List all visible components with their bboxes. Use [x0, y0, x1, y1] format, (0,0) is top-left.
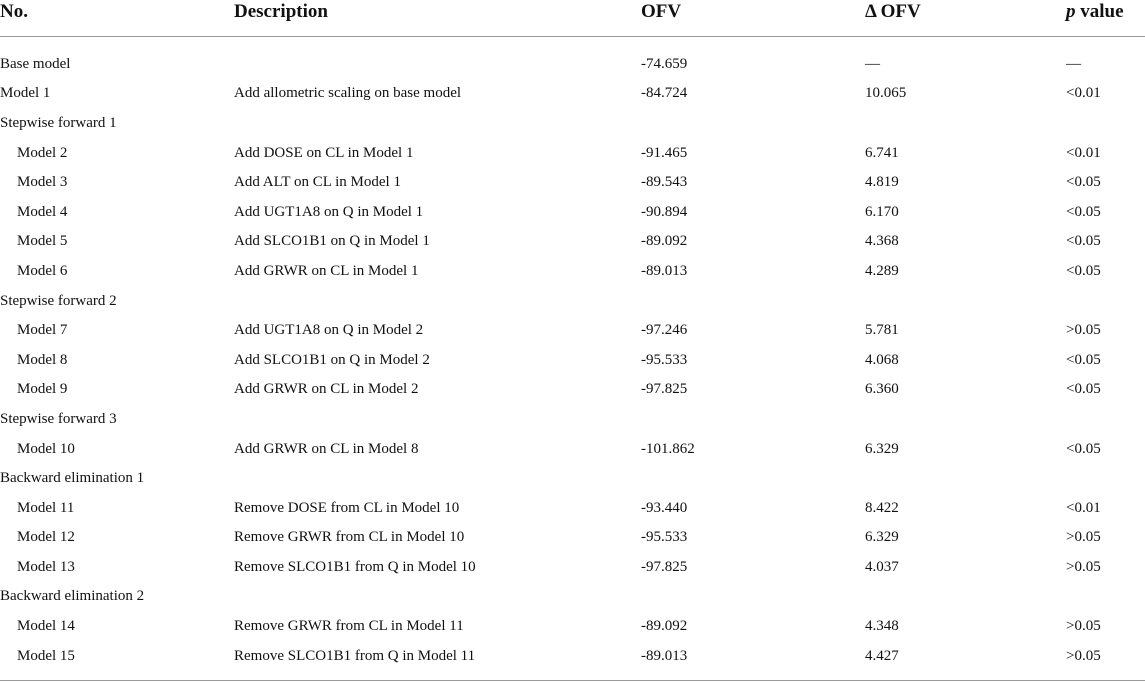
cell-delta-ofv: 6.741	[865, 144, 899, 161]
cell-no: Model 2	[17, 144, 68, 161]
header-ofv: OFV	[641, 1, 682, 22]
cell-description: Add SLCO1B1 on Q in Model 2	[234, 351, 430, 368]
cell-delta-ofv: 4.037	[865, 558, 899, 575]
cell-ofv: -91.465	[641, 144, 688, 161]
cell-ofv: -89.013	[641, 262, 688, 279]
cell-description: Add allometric scaling on base model	[234, 85, 462, 102]
cell-description: Remove DOSE from CL in Model 10	[234, 499, 460, 516]
group-header-row	[0, 582, 1145, 612]
header-p-value	[1066, 0, 1145, 24]
cell-no: Model 6	[17, 262, 68, 279]
cell-p-value: >0.05	[1066, 322, 1101, 339]
table-row	[0, 523, 1145, 553]
group-label: Stepwise forward 1	[0, 114, 117, 131]
cell-no: Model 12	[17, 529, 75, 546]
cell-delta-ofv: 10.065	[865, 85, 907, 102]
table-footer	[0, 670, 1145, 681]
group-label: Backward elimination 1	[0, 470, 145, 487]
header-p-word: value	[1075, 1, 1124, 22]
cell-p-value: <0.01	[1066, 85, 1101, 102]
cell-p-value: >0.05	[1066, 618, 1101, 635]
cell-ofv: -89.092	[641, 233, 688, 250]
table-row	[0, 345, 1145, 375]
cell-delta-ofv: 4.068	[865, 351, 899, 368]
cell-delta-ofv: 8.422	[865, 499, 899, 516]
table-row	[0, 493, 1145, 523]
cell-no: Model 8	[17, 351, 68, 368]
header-description: Description	[234, 1, 328, 22]
header-rule	[0, 24, 1145, 37]
cell-no: Model 14	[17, 618, 75, 635]
cell-delta-ofv: 4.348	[865, 618, 899, 635]
cell-description: Add ALT on CL in Model 1	[234, 174, 401, 191]
cell-description: Add UGT1A8 on Q in Model 1	[234, 203, 424, 220]
cell-delta-ofv: 4.368	[865, 233, 899, 250]
table-row	[0, 197, 1145, 227]
cell-delta-ofv: 4.289	[865, 262, 899, 279]
cell-no: Model 4	[17, 203, 68, 220]
cell-p-value: <0.05	[1066, 203, 1101, 220]
cell-p-value: <0.05	[1066, 351, 1101, 368]
cell-description	[234, 49, 641, 79]
cell-delta-ofv: 6.360	[865, 381, 899, 398]
cell-delta-ofv: 5.781	[865, 322, 899, 339]
cell-delta-ofv: 6.329	[865, 529, 899, 546]
cell-no: Model 13	[17, 558, 75, 575]
table-body	[0, 49, 1145, 670]
header-p-symbol: p	[1066, 1, 1076, 22]
table-row	[0, 434, 1145, 464]
group-header-row	[0, 463, 1145, 493]
table-row	[0, 611, 1145, 641]
cell-ofv: -89.013	[641, 647, 688, 664]
cell-ofv: -89.092	[641, 618, 688, 635]
cell-p-value: <0.01	[1066, 144, 1101, 161]
cell-p-value: —	[1066, 55, 1081, 72]
cell-ofv: -89.543	[641, 174, 688, 191]
header-row	[0, 0, 1145, 24]
cell-description: Remove GRWR from CL in Model 11	[234, 618, 464, 635]
cell-no: Model 15	[17, 647, 75, 664]
cell-description: Add DOSE on CL in Model 1	[234, 144, 414, 161]
cell-ofv: -97.825	[641, 558, 688, 575]
group-label: Backward elimination 2	[0, 588, 145, 605]
cell-p-value: >0.05	[1066, 647, 1101, 664]
cell-no: Model 11	[17, 499, 75, 516]
cell-ofv: -97.246	[641, 322, 688, 339]
cell-description: Add GRWR on CL in Model 8	[234, 440, 419, 457]
cell-p-value: <0.05	[1066, 381, 1101, 398]
cell-delta-ofv: 6.170	[865, 203, 899, 220]
table-row	[0, 49, 1145, 79]
cell-delta-ofv: 4.819	[865, 174, 899, 191]
cell-p-value: <0.01	[1066, 499, 1101, 516]
cell-description: Add GRWR on CL in Model 2	[234, 381, 419, 398]
cell-description: Add SLCO1B1 on Q in Model 1	[234, 233, 430, 250]
cell-p-value: <0.05	[1066, 262, 1101, 279]
cell-ofv: -101.862	[641, 440, 695, 457]
cell-delta-ofv: —	[865, 55, 880, 72]
cell-ofv: -93.440	[641, 499, 688, 516]
cell-ofv: -90.894	[641, 203, 688, 220]
cell-delta-ofv: 4.427	[865, 647, 899, 664]
bottom-rule	[0, 670, 1145, 681]
header-gap	[0, 37, 1145, 50]
cell-description: Remove SLCO1B1 from Q in Model 11	[234, 647, 476, 664]
group-label: Stepwise forward 3	[0, 410, 117, 427]
cell-no: Base model	[0, 55, 71, 72]
cell-description: Add GRWR on CL in Model 1	[234, 262, 419, 279]
cell-p-value: >0.05	[1066, 558, 1101, 575]
cell-no: Model 1	[0, 85, 51, 102]
cell-description: Add UGT1A8 on Q in Model 2	[234, 322, 424, 339]
table-row	[0, 167, 1145, 197]
table-row	[0, 375, 1145, 405]
cell-ofv: -95.533	[641, 351, 688, 368]
cell-ofv: -84.724	[641, 85, 688, 102]
cell-ofv: -95.533	[641, 529, 688, 546]
header-delta-ofv: Δ OFV	[865, 1, 921, 22]
cell-ofv: -74.659	[641, 55, 688, 72]
group-header-row	[0, 404, 1145, 434]
cell-no: Model 3	[17, 174, 68, 191]
cell-ofv: -97.825	[641, 381, 688, 398]
group-label: Stepwise forward 2	[0, 292, 117, 309]
cell-p-value: <0.05	[1066, 440, 1101, 457]
table-header	[0, 0, 1145, 49]
cell-delta-ofv: 6.329	[865, 440, 899, 457]
cell-no: Model 9	[17, 381, 68, 398]
cell-no: Model 10	[17, 440, 75, 457]
group-header-row	[0, 108, 1145, 138]
table-row	[0, 227, 1145, 257]
cell-no: Model 5	[17, 233, 68, 250]
cell-description: Remove GRWR from CL in Model 10	[234, 529, 465, 546]
table-row	[0, 552, 1145, 582]
table-row	[0, 641, 1145, 671]
cell-p-value: <0.05	[1066, 174, 1101, 191]
cell-p-value: <0.05	[1066, 233, 1101, 250]
table-row	[0, 79, 1145, 109]
table-row	[0, 315, 1145, 345]
cell-description: Remove SLCO1B1 from Q in Model 10	[234, 558, 476, 575]
group-header-row	[0, 286, 1145, 316]
table-row	[0, 256, 1145, 286]
cell-p-value: >0.05	[1066, 529, 1101, 546]
header-no: No.	[0, 1, 28, 22]
cell-no: Model 7	[17, 322, 68, 339]
table-row	[0, 138, 1145, 168]
